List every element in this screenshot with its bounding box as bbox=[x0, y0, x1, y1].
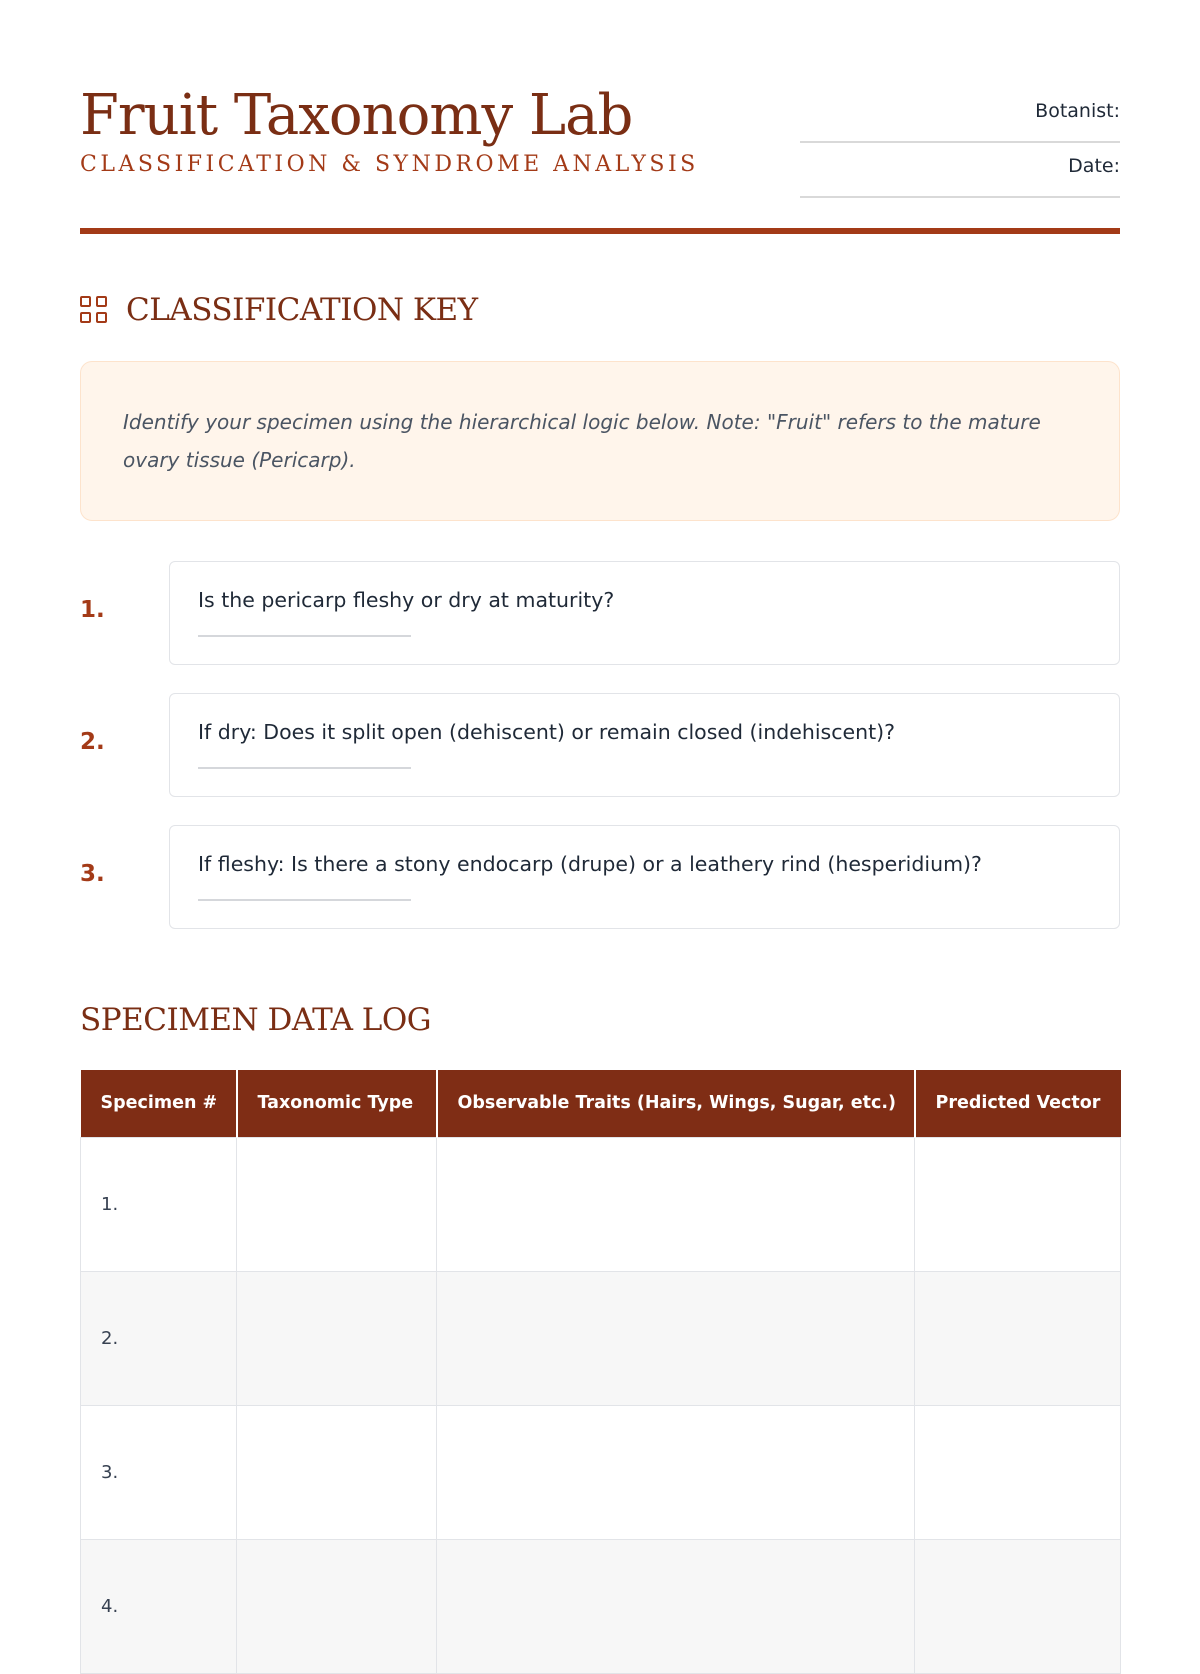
question-text: Is the pericarp fleshy or dry at maturity? bbox=[198, 588, 615, 612]
traits-cell[interactable] bbox=[437, 1405, 915, 1539]
page-subtitle: CLASSIFICATION & SYNDROME ANALYSIS bbox=[80, 152, 699, 177]
question-number: 2. bbox=[80, 729, 105, 755]
vector-cell[interactable] bbox=[915, 1271, 1121, 1405]
answer-line[interactable] bbox=[198, 899, 411, 901]
column-header: Taxonomic Type bbox=[237, 1070, 437, 1137]
question-card bbox=[169, 825, 1120, 929]
specimen-number: 2. bbox=[81, 1271, 237, 1405]
table-row bbox=[81, 1271, 1121, 1405]
question-text: If fleshy: Is there a stony endocarp (drupe) or a leathery rind (hesperidium)? bbox=[198, 852, 982, 876]
data-log-heading bbox=[80, 1002, 431, 1038]
question-number: 1. bbox=[80, 597, 105, 623]
question-card bbox=[169, 693, 1120, 797]
taxonomic-type-cell[interactable] bbox=[237, 1405, 437, 1539]
column-header: Observable Traits (Hairs, Wings, Sugar, etc.) bbox=[437, 1070, 915, 1137]
table-header-row bbox=[81, 1070, 1121, 1137]
vector-cell[interactable] bbox=[915, 1539, 1121, 1673]
taxonomic-type-cell[interactable] bbox=[237, 1539, 437, 1673]
page-title: Fruit Taxonomy Lab bbox=[80, 83, 633, 148]
traits-cell[interactable] bbox=[437, 1271, 915, 1405]
specimen-number: 1. bbox=[81, 1137, 237, 1271]
date-label: Date: bbox=[1068, 155, 1120, 177]
instruction-note: Identify your specimen using the hierarchical logic below. Note: "Fruit" refers to the mature ovary tissue (Pericarp). bbox=[80, 361, 1120, 521]
classification-key-heading bbox=[80, 292, 478, 328]
specimen-table bbox=[80, 1070, 1121, 1674]
column-header: Predicted Vector bbox=[915, 1070, 1121, 1137]
taxonomic-type-cell[interactable] bbox=[237, 1137, 437, 1271]
question-text: If dry: Does it split open (dehiscent) or remain closed (indehiscent)? bbox=[198, 720, 896, 744]
vector-cell[interactable] bbox=[915, 1137, 1121, 1271]
traits-cell[interactable] bbox=[437, 1539, 915, 1673]
page-header bbox=[80, 78, 1120, 232]
traits-cell[interactable] bbox=[437, 1137, 915, 1271]
specimen-number: 4. bbox=[81, 1539, 237, 1673]
specimen-number: 3. bbox=[81, 1405, 237, 1539]
table-row bbox=[81, 1405, 1121, 1539]
answer-line[interactable] bbox=[198, 635, 411, 637]
botanist-field[interactable] bbox=[800, 88, 1120, 143]
date-field[interactable] bbox=[800, 143, 1120, 198]
header-divider bbox=[80, 228, 1120, 234]
data-log-title: SPECIMEN DATA LOG bbox=[80, 1002, 432, 1038]
question-number: 3. bbox=[80, 861, 105, 887]
question-card bbox=[169, 561, 1120, 665]
table-row bbox=[81, 1539, 1121, 1673]
grid-icon bbox=[80, 296, 108, 324]
taxonomic-type-cell[interactable] bbox=[237, 1271, 437, 1405]
column-header: Specimen # bbox=[81, 1070, 237, 1137]
answer-line[interactable] bbox=[198, 767, 411, 769]
botanist-label: Botanist: bbox=[1035, 100, 1120, 122]
classification-key-title: CLASSIFICATION KEY bbox=[126, 292, 478, 328]
meta-fields bbox=[800, 88, 1120, 198]
table-row bbox=[81, 1137, 1121, 1271]
vector-cell[interactable] bbox=[915, 1405, 1121, 1539]
